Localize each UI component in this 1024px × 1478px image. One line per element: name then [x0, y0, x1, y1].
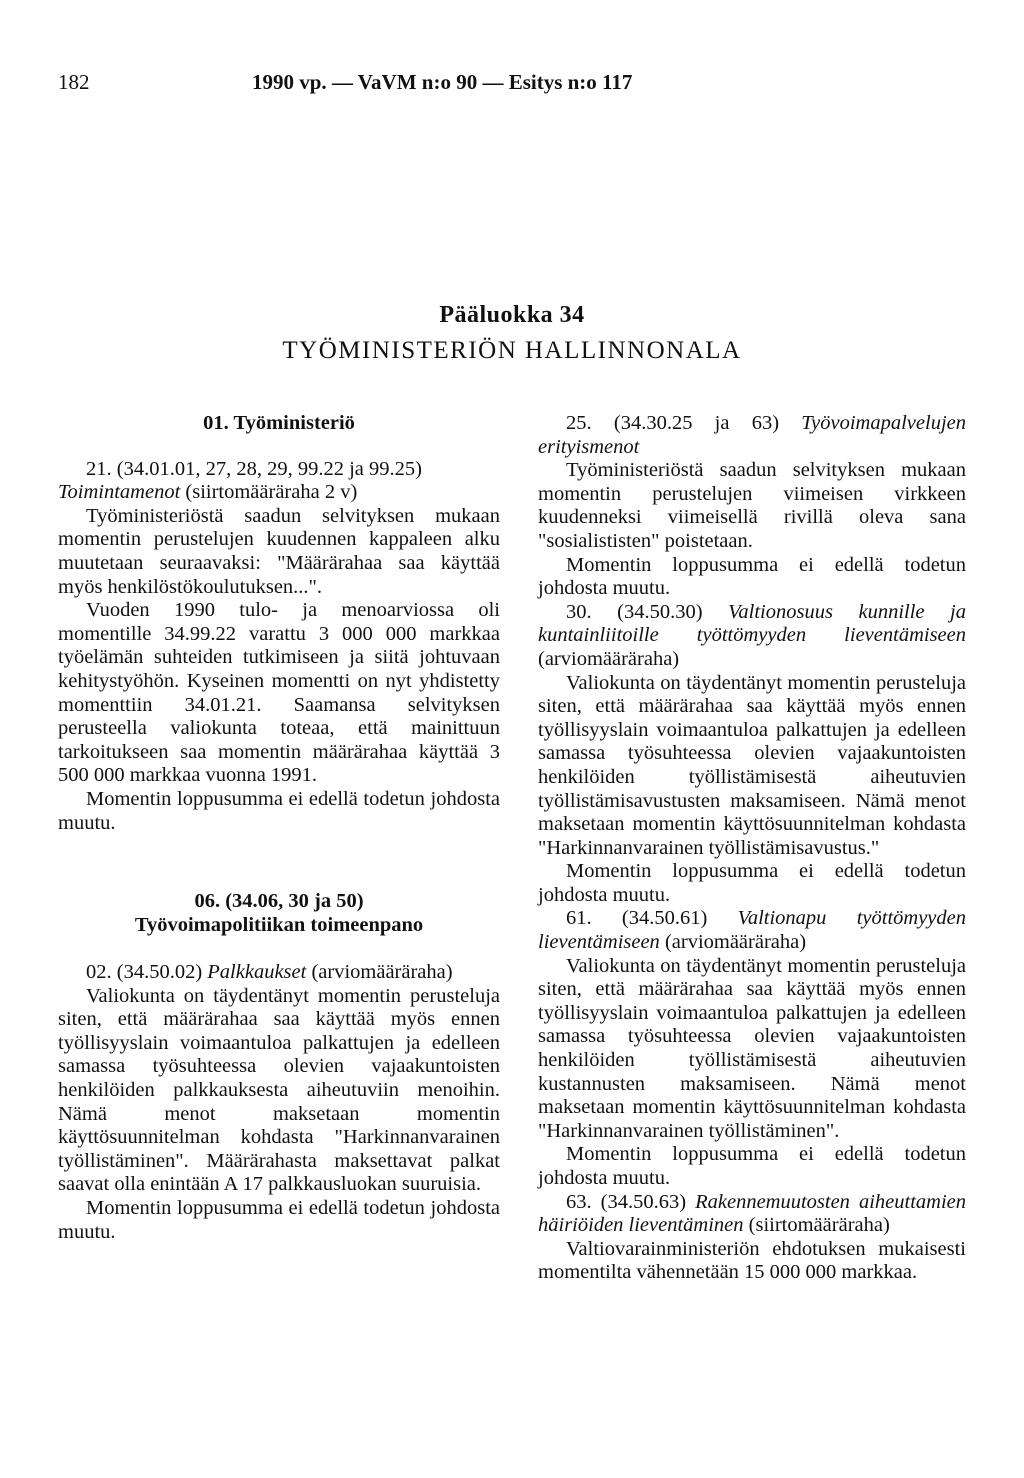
- item-02-paragraph-1: Valiokunta on täydentänyt momentin perusteluja siten, että määrärahaa saa käyttää myös ennen työllisyyslain voimaantuloa palkattujen ja edelleen samassa työsuhteessa olevien vajaakuntoisten henkilöiden palkkauksesta aiheutuviin menoihin. Nämä menot maksetaan momentin käyttösuunnitelman kohdasta "Harkinnanvarainen työllistäminen". Määrärahasta maksettavat palkat saavat olla enintään A 17 palkkausluokan suuruisia.: [58, 984, 500, 1196]
- section-heading-line-1: 06. (34.06, 30 ja 50): [194, 890, 364, 913]
- page-number: 182: [58, 70, 90, 94]
- item-63-number: 63. (34.50.63): [566, 1190, 696, 1213]
- section-heading-line-2: Työvoimapolitiikan toimeenpano: [134, 914, 424, 937]
- item-63-paragraph-1: Valtiovarainministeriön ehdotuksen mukaisesti momentilta vähennetään 15 000 000 markkaa.: [538, 1237, 966, 1284]
- item-30-name: Valtionosuus kunnille ja kuntainliitoille työttömyyden lieventämiseen: [538, 600, 966, 647]
- section-heading-tyoministerio: 01. Työministeriö: [203, 412, 355, 434]
- item-63-type: (siirtomääräraha): [743, 1214, 890, 1237]
- item-02-name: Palkkaukset: [207, 961, 307, 984]
- item-30-type: (arviomääräraha): [538, 647, 680, 670]
- chapter-title-block: [0, 302, 1024, 365]
- item-21-type: (siirtomääräraha 2 v): [180, 481, 358, 504]
- item-30-heading: [538, 601, 966, 672]
- item-02-paragraph-2: Momentin loppusumma ei edellä todetun johdosta muutu.: [58, 1197, 500, 1243]
- item-61-paragraph-2: Momentin loppusumma ei edellä todetun johdosta muutu.: [538, 1143, 966, 1189]
- item-21-heading: 21. (34.01.01, 27, 28, 29, 99.22 ja 99.25): [86, 457, 422, 480]
- item-63-name: Rakennemuutosten aiheuttamien häiriöiden lieventäminen: [538, 1190, 966, 1237]
- item-21-name: Toimintamenot: [58, 481, 181, 504]
- chapter-title: TYÖMINISTERIÖN HALLINNONALA: [282, 337, 742, 364]
- item-21-paragraph-3: Momentin loppusumma ei edellä todetun johdosta muutu.: [58, 787, 500, 834]
- item-02-heading: [58, 961, 500, 985]
- item-30-paragraph-1: Valiokunta on täydentänyt momentin perusteluja siten, että määrärahaa saa käyttää myös ennen työllisyyslain voimaantuloa palkattujen ja edelleen samassa työsuhteessa olevien vajaakuntoisten henkilöiden työllistämisestä aiheutuvien työllistämisavustusten maksamiseen. Nämä menot maksetaan momentin käyttösuunnitelman kohdasta "Harkinnanvarainen työllistämisavustus.": [538, 671, 966, 859]
- item-25-paragraph-2: Momentin loppusumma ei edellä todetun johdosta muutu.: [538, 553, 966, 600]
- item-61-heading: [538, 907, 966, 954]
- page-header: [0, 70, 1024, 110]
- running-head: 1990 vp. — VaVM n:o 90 — Esitys n:o 117: [252, 70, 633, 94]
- chapter-subtitle: Pääluokka 34: [439, 302, 585, 328]
- item-61-name: Valtionapu työttömyyden lieventämiseen: [538, 907, 966, 954]
- item-21-paragraph-1: Työministeriöstä saadun selvityksen mukaan momentin perustelujen kuudennen kappaleen alku muutetaan seuraavaksi: "Määrärahaa saa käyttää myös henkilöstökoulutuksen...".: [58, 504, 500, 598]
- item-25-number: 25. (34.30.25 ja 63): [566, 412, 802, 434]
- right-column: [538, 412, 966, 1285]
- item-02-number: 02. (34.50.02): [86, 961, 208, 984]
- item-21-title: [58, 481, 500, 505]
- item-61-number: 61. (34.50.61): [566, 907, 738, 930]
- left-column: [58, 412, 500, 1244]
- item-61-paragraph-1: Valiokunta on täydentänyt momentin perusteluja siten, että määrärahaa saa käyttää myös ennen työllisyyslain voimaantuloa palkattujen ja edelleen samassa työsuhteessa olevien vajaakuntoisten henkilöiden työllistämisestä aiheutuvien kustannusten maksamiseen. Nämä menot maksetaan momentin käyttösuunnitelman kohdasta "Harkinnanvarainen työllistäminen".: [538, 954, 966, 1142]
- item-30-number: 30. (34.50.30): [566, 600, 729, 623]
- item-21-paragraph-2: Vuoden 1990 tulo- ja menoarviossa oli momentille 34.99.22 varattu 3 000 000 markkaa työelämän suhteiden tutkimiseen ja siitä johtuvaan kehitystyöhön. Kyseinen momentti on nyt yhdistetty momenttiin 34.01.21. Saamansa selvityksen perusteella valiokunta toteaa, että mainittuun tarkoitukseen saa momentin määrärahaa käyttää 3 500 000 markkaa vuonna 1991.: [58, 599, 500, 787]
- item-30-paragraph-2: Momentin loppusumma ei edellä todetun johdosta muutu.: [538, 860, 966, 906]
- item-61-type: (arviomääräraha): [659, 931, 807, 954]
- item-25-paragraph-1: Työministeriöstä saadun selvityksen mukaan momentin perustelujen viimeisen virkkeen kuudenneksi viimeisellä rivillä oleva sana "sosialististen" poistetaan.: [538, 459, 966, 552]
- item-25-heading: [538, 412, 966, 459]
- item-25-name: Työvoimapalvelujen erityismenot: [538, 412, 966, 458]
- item-02-type: (arviomääräraha): [306, 961, 453, 984]
- item-63-heading: [538, 1191, 966, 1238]
- section-heading-tyovoimapolitiikka: [58, 889, 500, 937]
